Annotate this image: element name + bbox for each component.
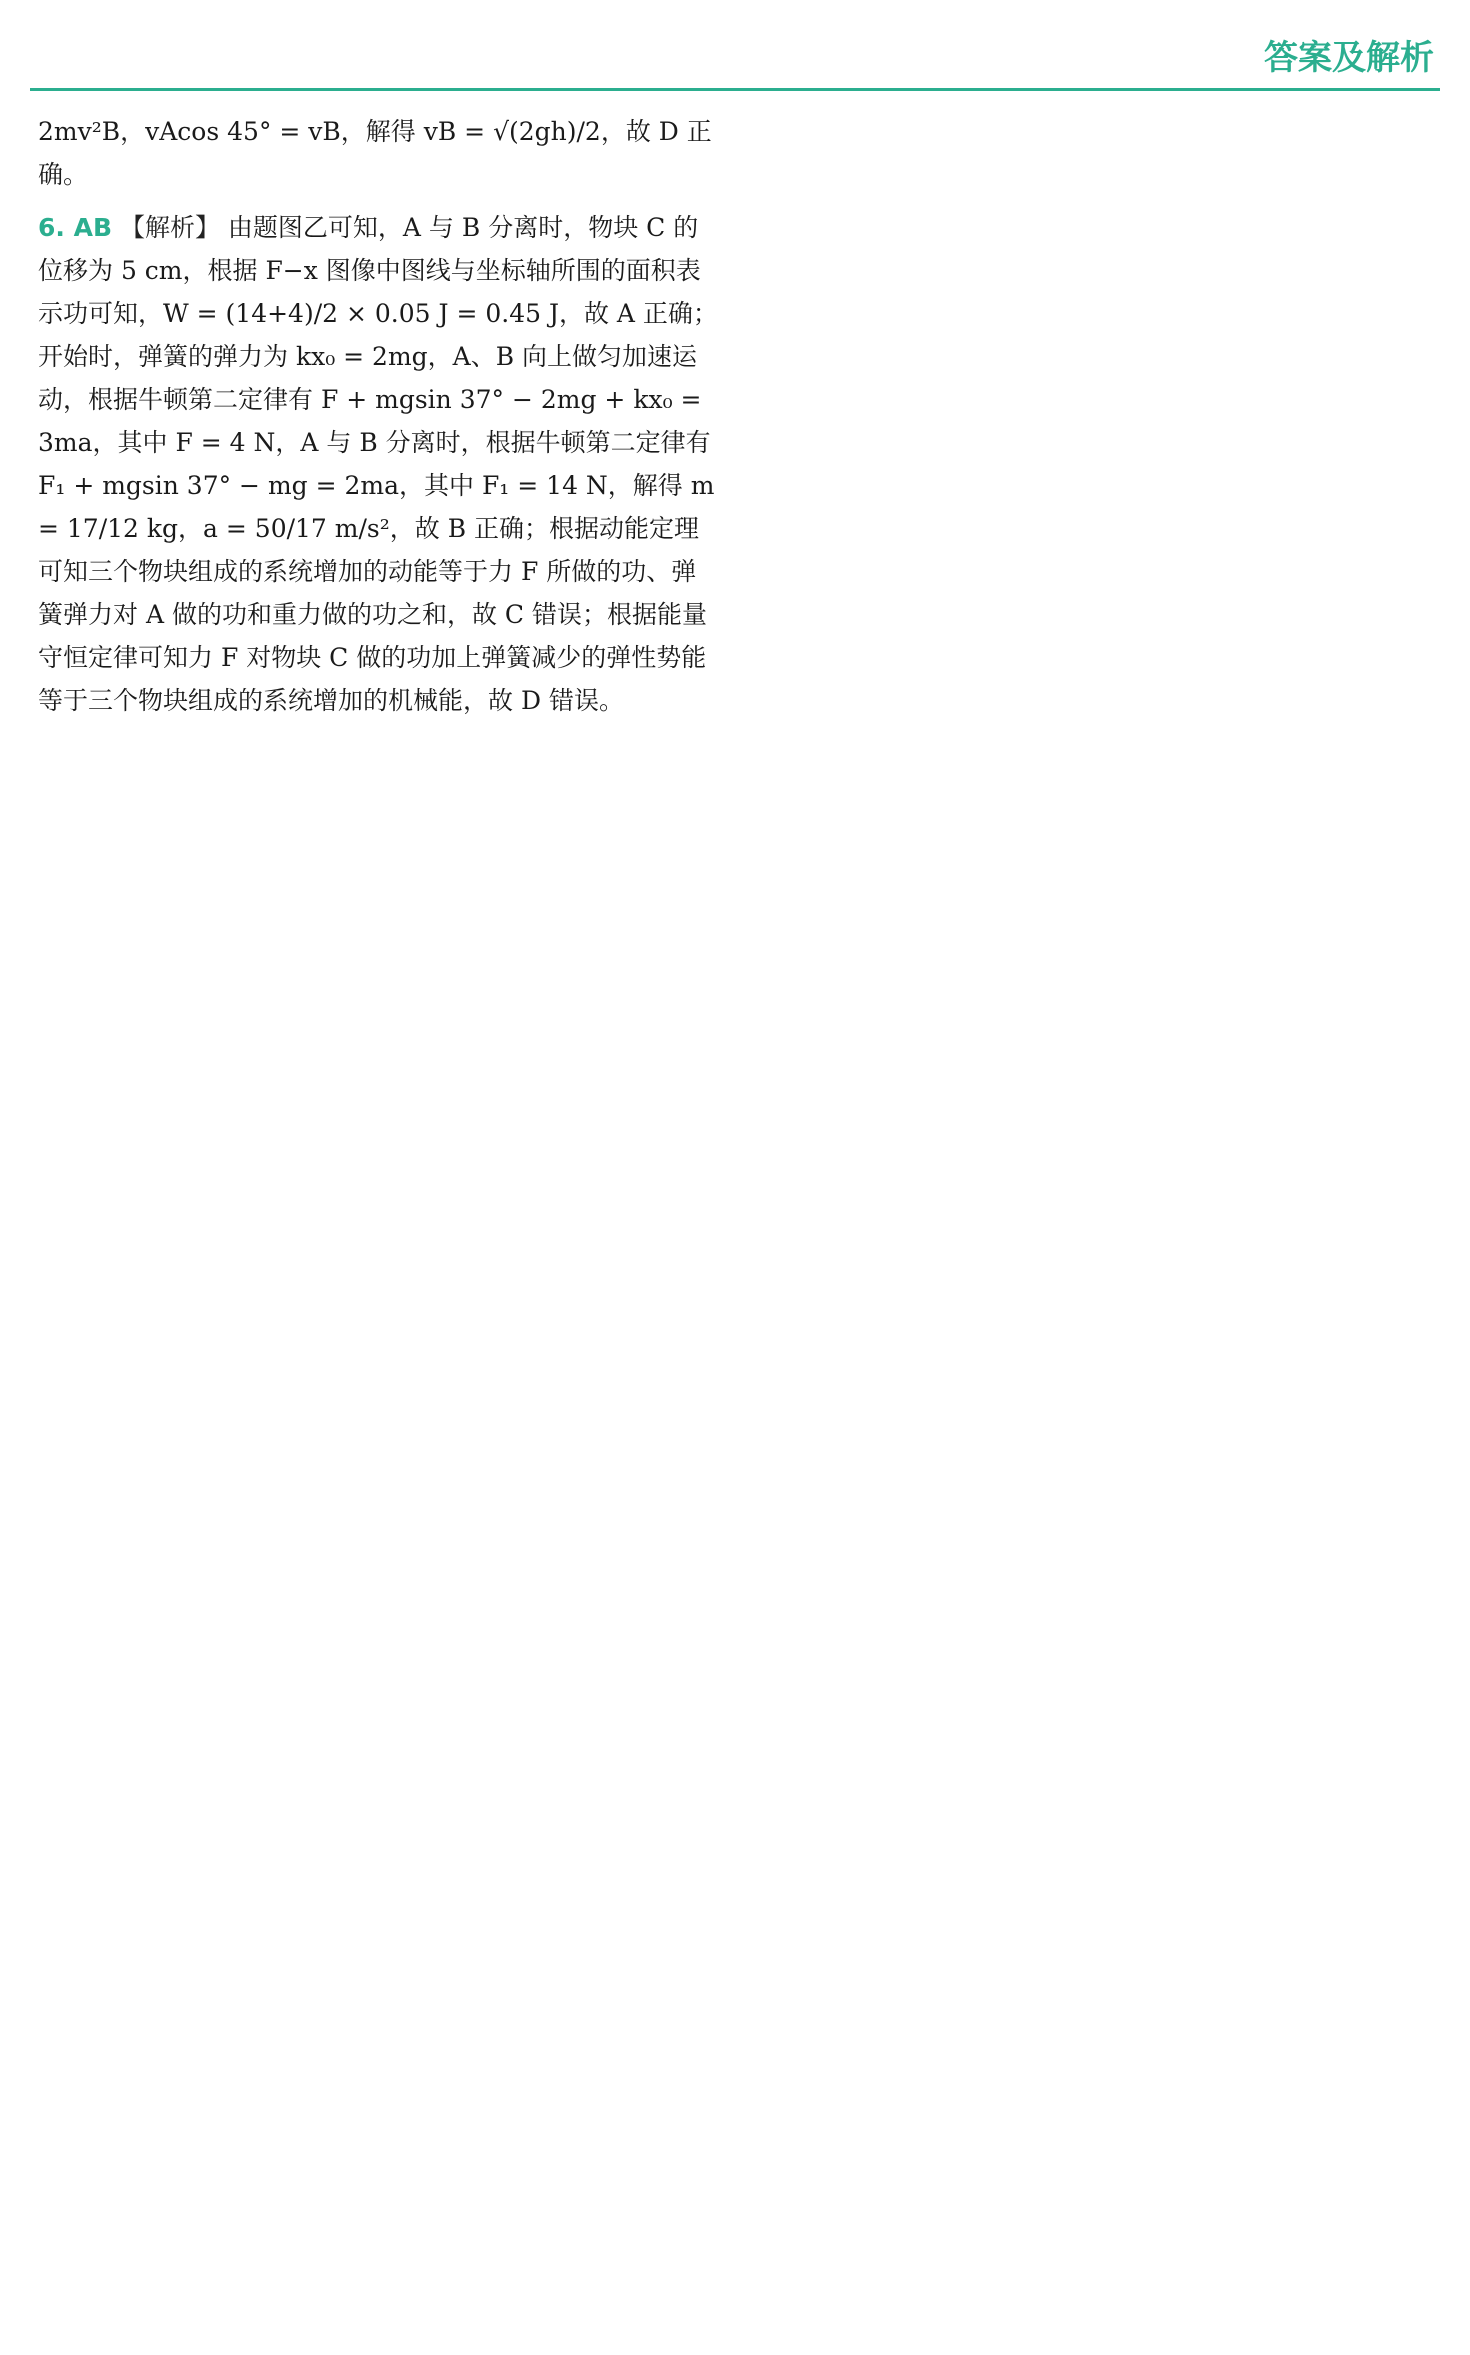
question-6 xyxy=(38,206,718,722)
question-number: 6. AB xyxy=(38,213,112,242)
analysis-tag: 【解析】 xyxy=(119,213,220,242)
section-header: 答案及解析 xyxy=(1264,38,1434,78)
analysis-text: 由题图乙可知，A 与 B 分离时，物块 C 的位移为 5 cm，根据 F−x 图像中图线与坐标轴所围的面积表示功可知，W = (14+4)/2 × 0.05 J = 0.45 J，故 A 正确；开始时，弹簧的弹力为 kx₀ = 2mg，A、B 向上做匀加速运动，根据牛顿第二定律有 F + mgsin 37° − 2mg + kx₀ = 3ma，其中 F = 4 N，A 与 B 分离时，根据牛顿第二定律有 F₁ + mgsin 37° − mg = 2ma，其中 F₁ = 14 N，解得 m = 17/12 kg，a = 50/17 m/s²，故 B 正确；根据动能定理可知三个物块组成的系统增加的动能等于力 F 所做的功、弹簧弹力对 A 做的功和重力做的功之和，故 C 错误；根据能量守恒定律可知力 F 对物块 C 做的功加上弹簧减少的弹性势能等于三个物块组成的系统增加的机械能，故 D 错误。 xyxy=(38,213,718,715)
header-rule xyxy=(30,88,1440,91)
left-column xyxy=(38,110,718,732)
intro-text: 2mv²B，vAcos 45° = vB，解得 vB = √(2gh)/2，故 D 正确。 xyxy=(38,117,712,189)
